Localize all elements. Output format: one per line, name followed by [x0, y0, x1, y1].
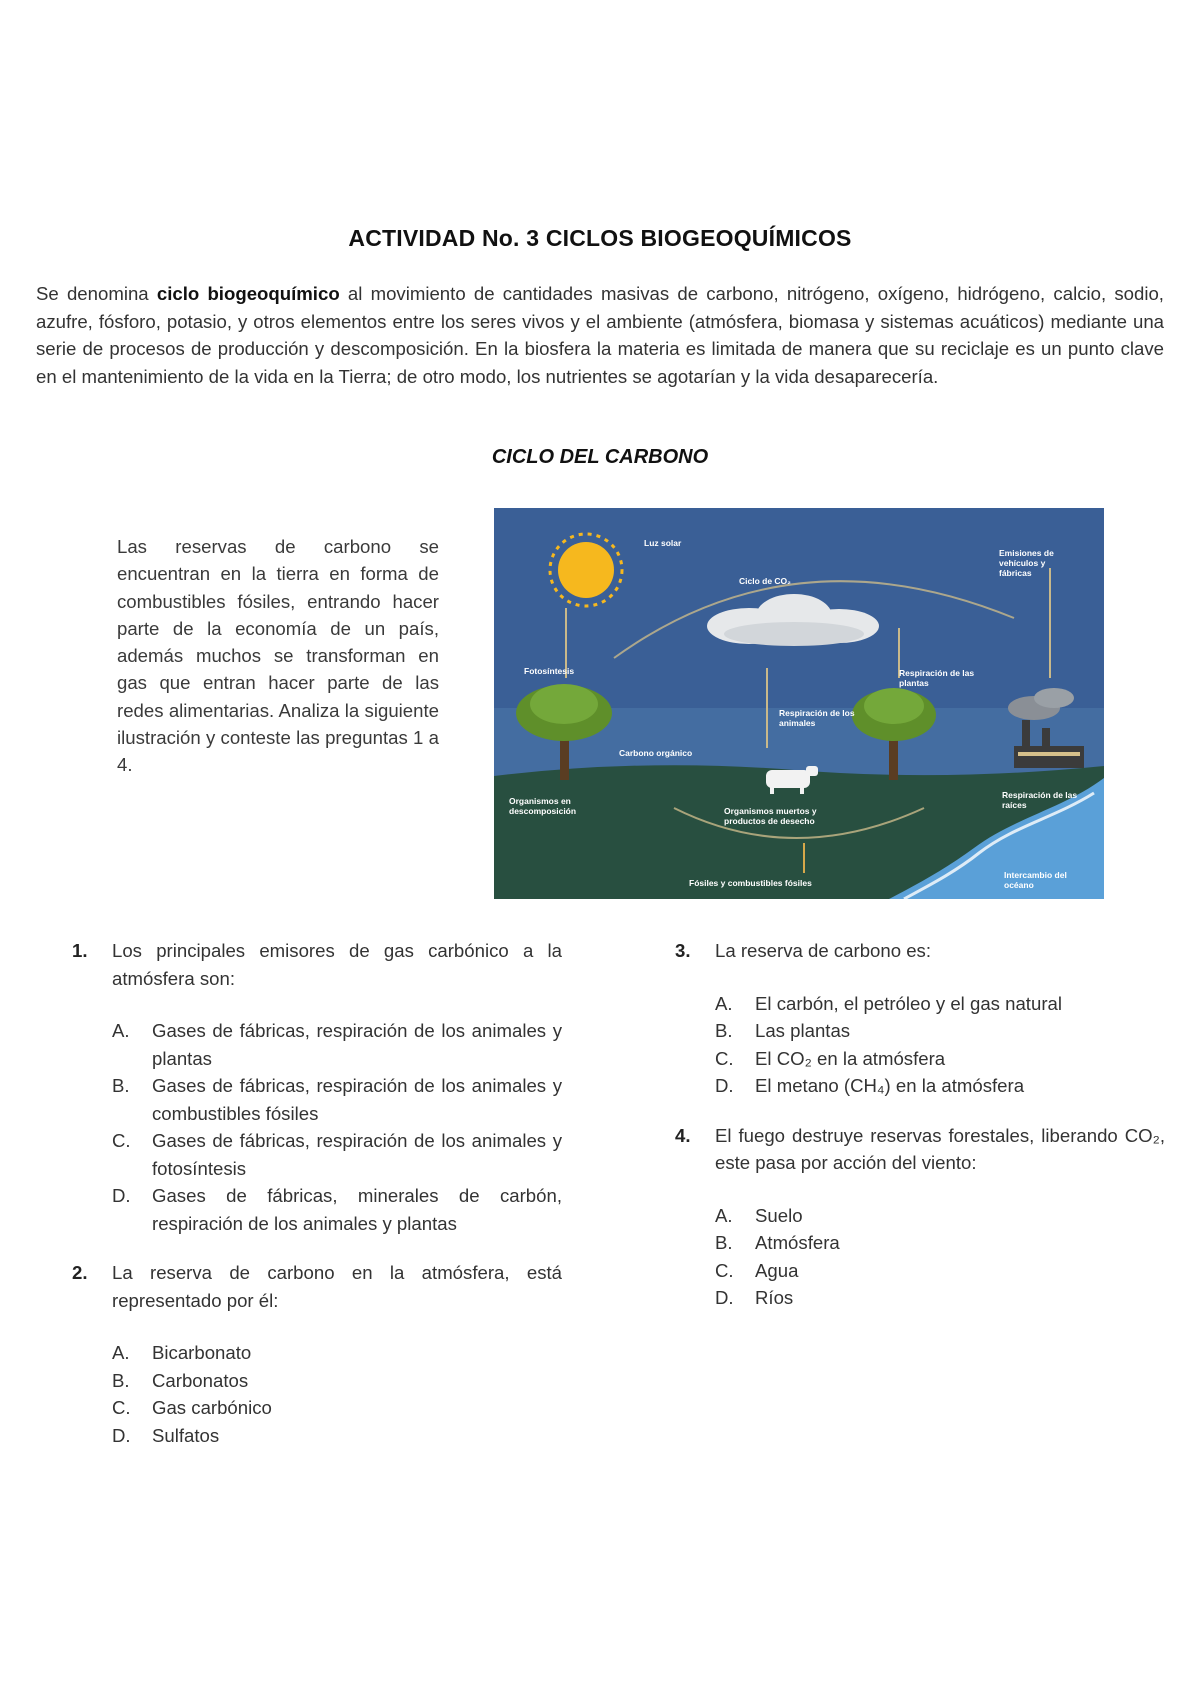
- question-block: [72, 937, 562, 1237]
- option-text: Agua: [755, 1259, 799, 1281]
- carbon-reserves-text: Las reservas de carbono se encuentran en la tierra en forma de combustibles fósiles, entrando hacer parte de la economía de un país, además muchos se transforman en gas que entran hacer parte de las redes alimentarias. Analiza la siguiente ilustración y conteste las preguntas 1 a 4.: [117, 536, 439, 776]
- option-text: Gases de fábricas, minerales de carbón, respiración de los animales y plantas: [152, 1185, 562, 1234]
- question-3: [675, 937, 1165, 965]
- option-a: [112, 1339, 562, 1367]
- option-d: [112, 1182, 562, 1237]
- question-text: La reserva de carbono en la atmósfera, está representado por él:: [112, 1262, 562, 1311]
- option-d: [715, 1072, 1165, 1100]
- option-text: Suelo: [755, 1204, 803, 1226]
- option-text: Gases de fábricas, respiración de los animales y combustibles fósiles: [152, 1075, 562, 1124]
- option-letter: A.: [112, 1342, 130, 1363]
- intro-paragraph: [36, 280, 1164, 390]
- label-dead-organisms: Organismos muertos y productos de desecho: [724, 806, 817, 826]
- option-text: Ríos: [755, 1287, 794, 1308]
- option-text: El CO₂ en la atmósfera: [755, 1047, 946, 1069]
- option-a: [715, 1202, 1165, 1230]
- question-text: El fuego destruye reservas forestales, liberando CO₂, este pasa por acción del viento:: [715, 1124, 1165, 1173]
- option-b: [112, 1072, 562, 1127]
- option-letter: C.: [112, 1397, 131, 1418]
- option-a: [112, 1017, 562, 1072]
- option-letter: A.: [112, 1020, 130, 1041]
- label-organic-carbon: Carbono orgánico: [619, 748, 693, 758]
- label-photosynthesis: Fotosíntesis: [524, 666, 575, 676]
- option-text: Las plantas: [755, 1020, 851, 1041]
- label-fossils: Fósiles y combustibles fósiles: [689, 878, 812, 888]
- option-letter: C.: [715, 1047, 734, 1069]
- question-number: 2.: [72, 1262, 88, 1283]
- option-text: Gases de fábricas, respiración de los animales y plantas: [152, 1020, 562, 1069]
- answer-options: [72, 1339, 562, 1449]
- question-number: 4.: [675, 1124, 691, 1146]
- option-letter: D.: [112, 1185, 131, 1206]
- answer-options: [72, 1017, 562, 1237]
- option-b: [112, 1367, 562, 1395]
- option-text: El carbón, el petróleo y el gas natural: [755, 992, 1062, 1014]
- option-a: [715, 990, 1165, 1018]
- option-letter: D.: [715, 1075, 734, 1096]
- option-letter: B.: [112, 1369, 130, 1391]
- question-text: La reserva de carbono es:: [715, 940, 932, 961]
- label-animal-respiration: Respiración de los animales: [779, 708, 855, 728]
- label-factory-emissions: Emisiones de vehículos y fábricas: [999, 548, 1054, 578]
- option-c: [715, 1257, 1165, 1285]
- option-b: [715, 1229, 1165, 1257]
- carbon-cycle-diagram: [494, 508, 1104, 899]
- question-block: [675, 1122, 1165, 1312]
- option-letter: B.: [112, 1075, 130, 1096]
- label-decomposers: Organismos en descomposición: [509, 796, 577, 816]
- question-number: 1.: [72, 940, 88, 961]
- option-c: [715, 1045, 1165, 1073]
- question-text: Los principales emisores de gas carbónico a la atmósfera son:: [112, 940, 562, 989]
- option-letter: A.: [715, 1204, 733, 1226]
- option-letter: C.: [112, 1130, 131, 1151]
- option-letter: D.: [715, 1287, 734, 1308]
- option-text: Atmósfera: [755, 1232, 840, 1253]
- intro-after: al movimiento de cantidades masivas de carbono, nitrógeno, oxígeno, hidrógeno, calcio, sodio, azufre, fósforo, potasio, y otros elementos entre los seres vivos y el ambiente (atmósfera, biomasa y sistemas acuáticos) mediante una serie de procesos de producción y descomposición. En la biosfera la materia es limitada de manera que su reciclaje es un punto clave en el mantenimiento de la vida en la Tierra; de otro modo, los nutrientes se agotarían y la vida desaparecería.: [36, 283, 1164, 387]
- question-4: [675, 1122, 1165, 1177]
- option-d: [112, 1422, 562, 1450]
- option-letter: A.: [715, 992, 733, 1014]
- answer-options: [675, 990, 1165, 1100]
- option-c: [112, 1394, 562, 1422]
- option-text: Gas carbónico: [152, 1397, 272, 1418]
- option-d: [715, 1284, 1165, 1312]
- question-block: [72, 1259, 562, 1449]
- option-text: Sulfatos: [152, 1424, 220, 1446]
- section-title: CICLO DEL CARBONO: [491, 446, 709, 468]
- label-plant-respiration: Respiración de las plantas: [899, 668, 975, 688]
- label-co2-cycle: Ciclo de CO₂: [739, 576, 791, 586]
- question-2: [72, 1259, 562, 1314]
- option-c: [112, 1127, 562, 1182]
- label-root-respiration: Respiración de las raíces: [1002, 790, 1078, 810]
- question-block: [675, 937, 1165, 1100]
- option-letter: C.: [715, 1259, 734, 1281]
- question-1: [72, 937, 562, 992]
- option-text: El metano (CH₄) en la atmósfera: [755, 1075, 1025, 1096]
- option-letter: B.: [715, 1232, 733, 1253]
- questions-left-column: [72, 937, 562, 1449]
- label-ocean-uptake: Intercambio del océano: [1004, 870, 1067, 890]
- option-text: Carbonatos: [152, 1369, 249, 1391]
- answer-options: [675, 1202, 1165, 1312]
- option-b: [715, 1017, 1165, 1045]
- document-title: ACTIVIDAD No. 3 CICLOS BIOGEOQUÍMICOS: [348, 225, 852, 251]
- intro-key-term: ciclo biogeoquímico: [156, 283, 340, 304]
- option-letter: B.: [715, 1020, 733, 1041]
- option-letter: D.: [112, 1424, 131, 1446]
- intro-before: Se denomina: [36, 283, 157, 304]
- question-number: 3.: [675, 940, 691, 961]
- option-text: Gases de fábricas, respiración de los animales y fotosíntesis: [152, 1130, 562, 1179]
- label-sunlight: Luz solar: [644, 538, 682, 548]
- questions-right-column: [675, 937, 1165, 1312]
- option-text: Bicarbonato: [152, 1342, 252, 1363]
